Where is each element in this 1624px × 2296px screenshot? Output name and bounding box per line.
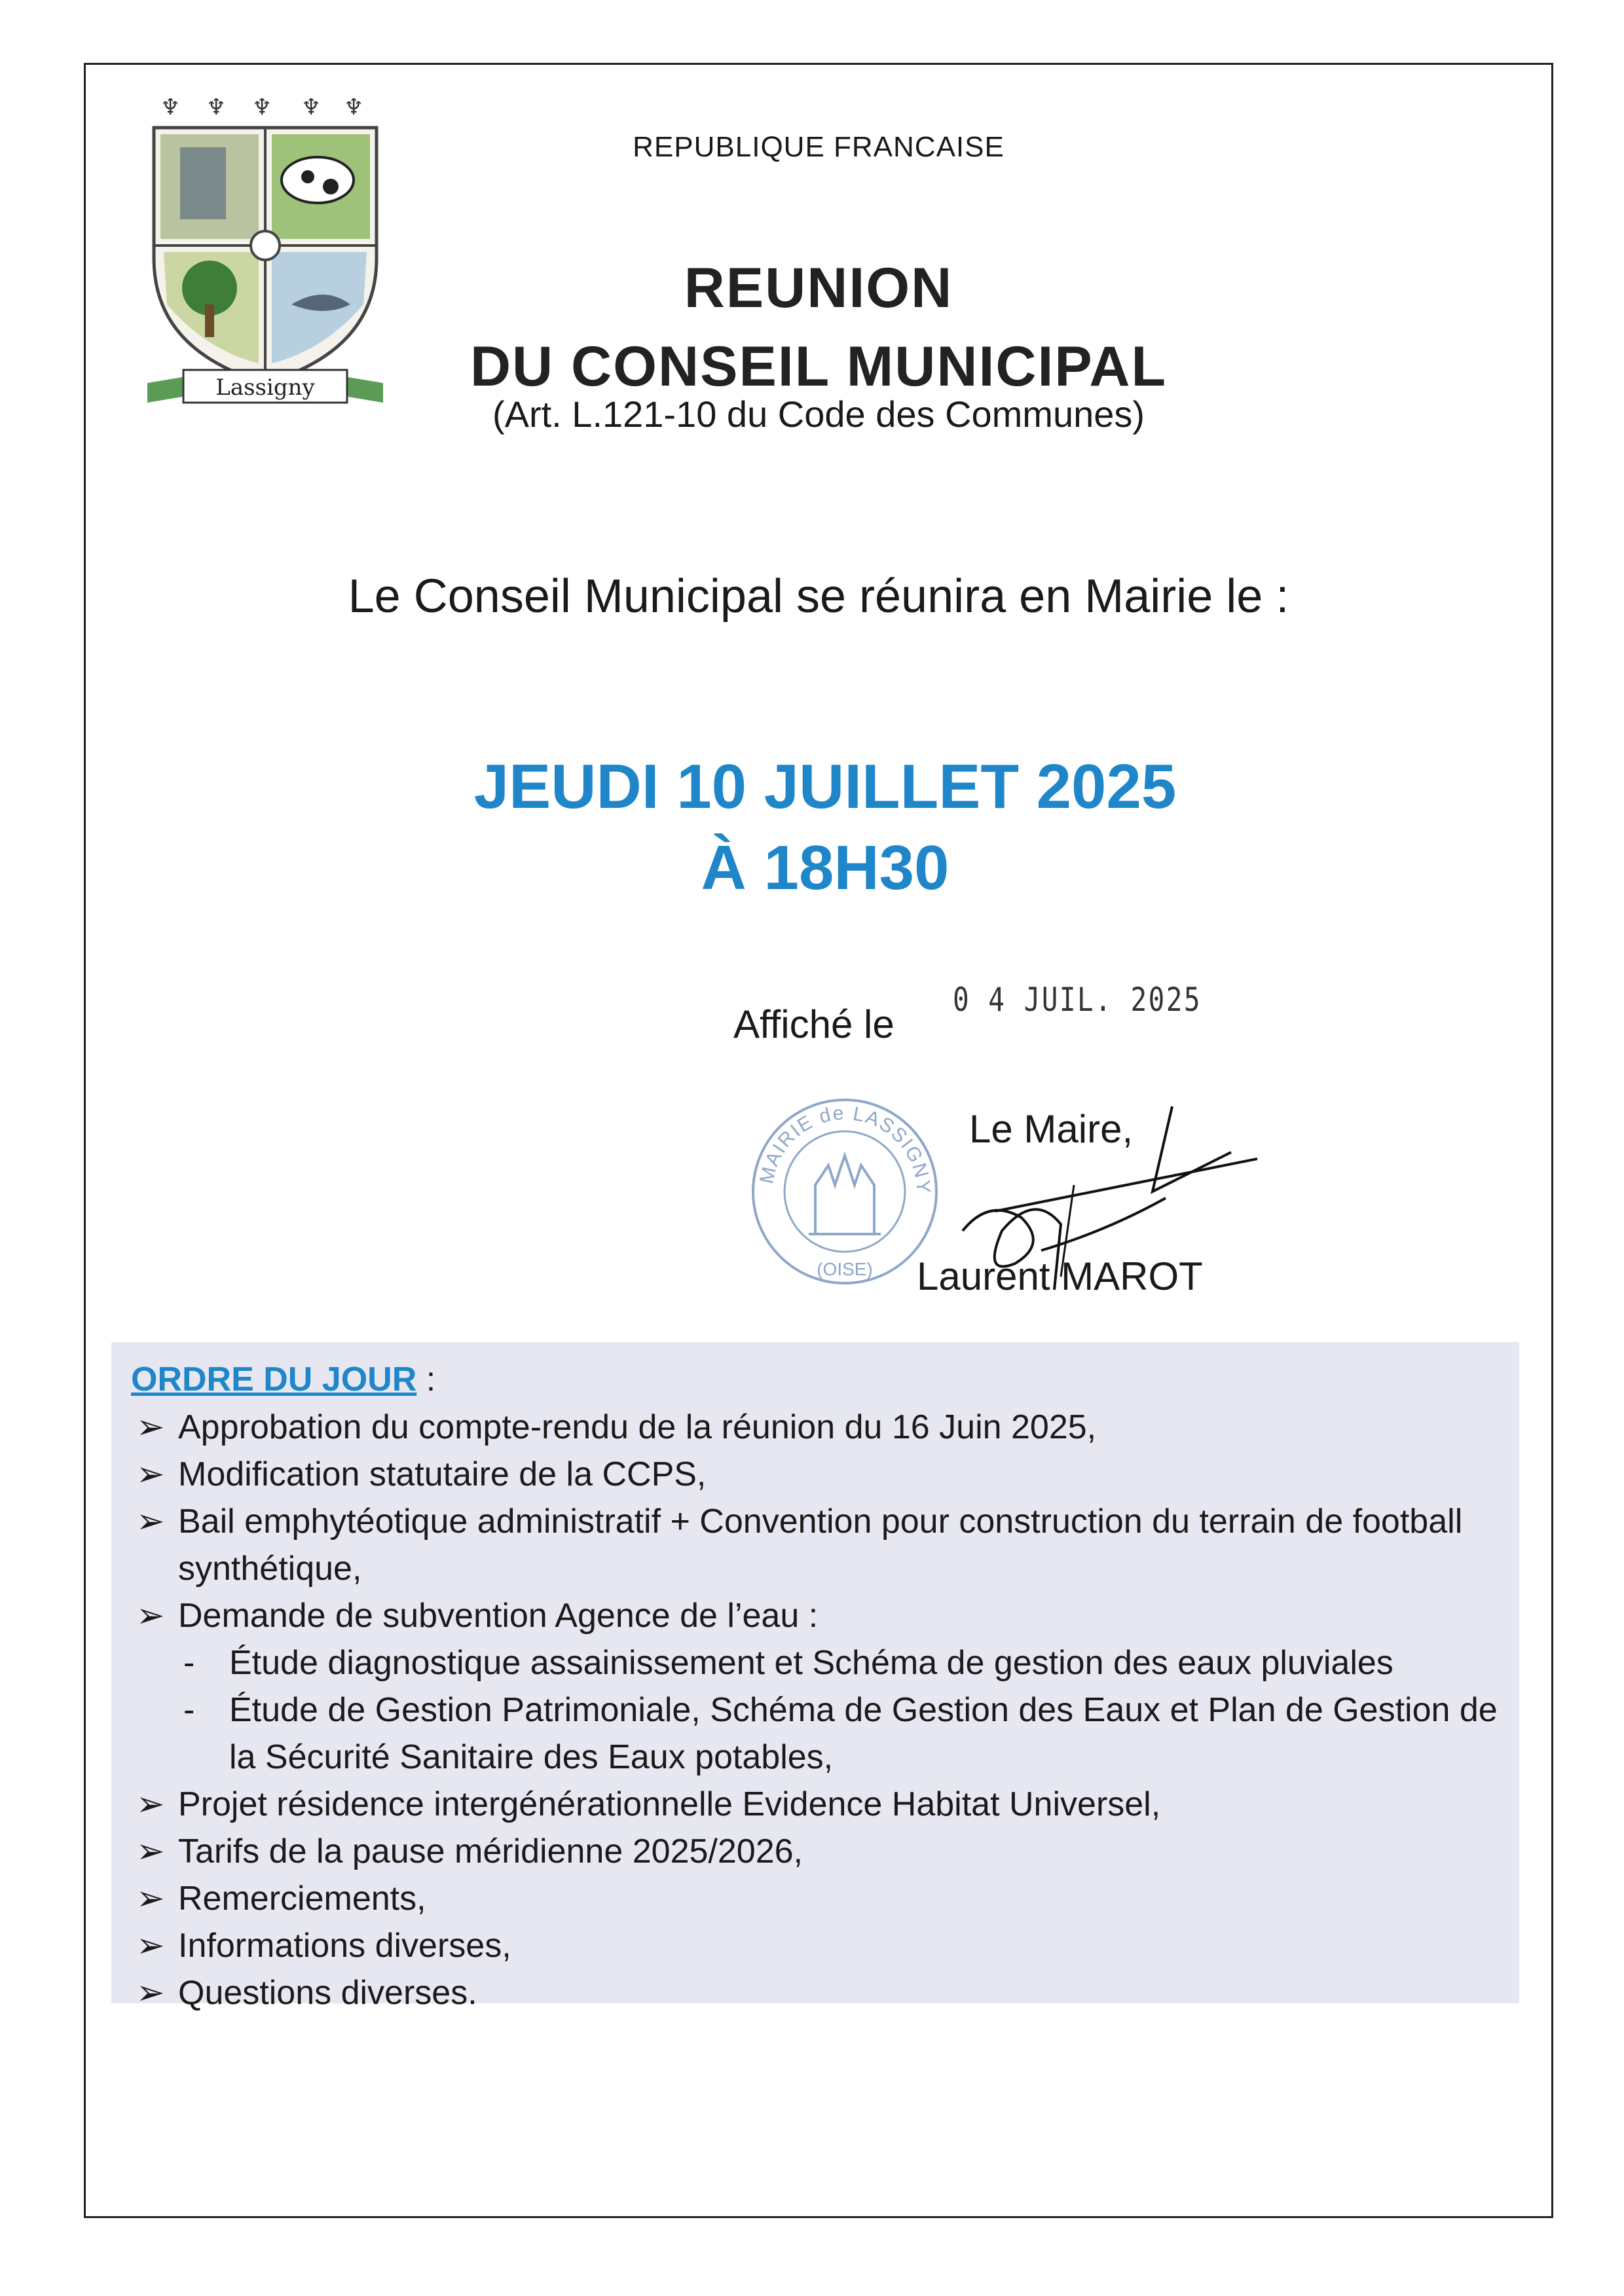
- agenda-item: ➢ Bail emphytéotique administratif + Convention pour construction du terrain de football synthétique,: [131, 1498, 1500, 1592]
- arrow-bullet-icon: ➢: [136, 1408, 165, 1446]
- svg-text:MAIRIE de LASSIGNY: MAIRIE de LASSIGNY: [756, 1102, 934, 1195]
- agenda-item: ➢ Remerciements,: [131, 1875, 1500, 1922]
- agenda-item: ➢ Demande de subvention Agence de l’eau :: [131, 1592, 1500, 1639]
- svg-text:♆: ♆: [160, 94, 181, 120]
- arrow-bullet-icon: ➢: [136, 1832, 165, 1870]
- arrow-bullet-icon: ➢: [136, 1455, 165, 1493]
- title-line-1: REUNION: [684, 257, 953, 319]
- meeting-time: À 18H30: [701, 833, 950, 903]
- agenda-item: ➢ Tarifs de la pause méridienne 2025/2026,: [131, 1828, 1500, 1875]
- legal-reference: (Art. L.121-10 du Code des Communes): [492, 393, 1145, 435]
- title-line-2: DU CONSEIL MUNICIPAL: [470, 335, 1168, 398]
- agenda-item: ➢ Modification statutaire de la CCPS,: [131, 1451, 1500, 1498]
- agenda-item: ➢ Approbation du compte-rendu de la réunion du 16 Juin 2025,: [131, 1404, 1500, 1451]
- arrow-bullet-icon: ➢: [136, 1597, 165, 1635]
- svg-text:Lassigny: Lassigny: [215, 374, 315, 401]
- svg-text:♆: ♆: [252, 94, 272, 120]
- agenda-title: ORDRE DU JOUR: [131, 1360, 417, 1398]
- arrow-bullet-icon: ➢: [136, 1927, 165, 1965]
- meeting-datetime: [236, 746, 1414, 909]
- arrow-bullet-icon: ➢: [136, 1974, 165, 2012]
- agenda-item: ➢ Informations diverses,: [131, 1922, 1500, 1969]
- svg-text:(OISE): (OISE): [817, 1259, 873, 1279]
- mayor-title: Le Maire,: [969, 1107, 1134, 1151]
- posted-date-stamp: 0 4 JUIL. 2025: [953, 981, 1202, 1019]
- agenda-item: ➢ Projet résidence intergénérationnelle Evidence Habitat Universel,: [131, 1781, 1500, 1828]
- arrow-bullet-icon: ➢: [136, 1880, 165, 1918]
- mayor-name: Laurent MAROT: [917, 1254, 1203, 1298]
- agenda-item: ➢ Questions diverses.: [131, 1969, 1500, 2016]
- svg-text:♆: ♆: [344, 94, 364, 120]
- intro-text: Le Conseil Municipal se réunira en Mairie le :: [348, 570, 1289, 623]
- document-title: [367, 249, 1270, 406]
- agenda-title-suffix: :: [416, 1360, 436, 1398]
- arrow-bullet-icon: ➢: [136, 1503, 165, 1540]
- lassigny-coat-of-arms: [134, 88, 396, 409]
- agenda-box: [111, 1342, 1519, 2012]
- meeting-date: JEUDI 10 JUILLET 2025: [473, 752, 1177, 822]
- posted-label: Affiché le: [733, 1002, 895, 1046]
- svg-text:♆: ♆: [206, 94, 227, 120]
- agenda-header: [131, 1355, 1500, 1404]
- arrow-bullet-icon: ➢: [136, 1785, 165, 1823]
- agenda-subitem: - Étude de Gestion Patrimoniale, Schéma de Gestion des Eaux et Plan de Gestion de la Sécurité Sanitaire des Eaux potables,: [183, 1691, 1498, 1776]
- republique-heading: REPUBLIQUE FRANCAISE: [633, 131, 1005, 163]
- svg-text:♆: ♆: [301, 94, 322, 120]
- agenda-subitem: - Étude diagnostique assainissement et Schéma de gestion des eaux pluviales: [183, 1644, 1393, 1682]
